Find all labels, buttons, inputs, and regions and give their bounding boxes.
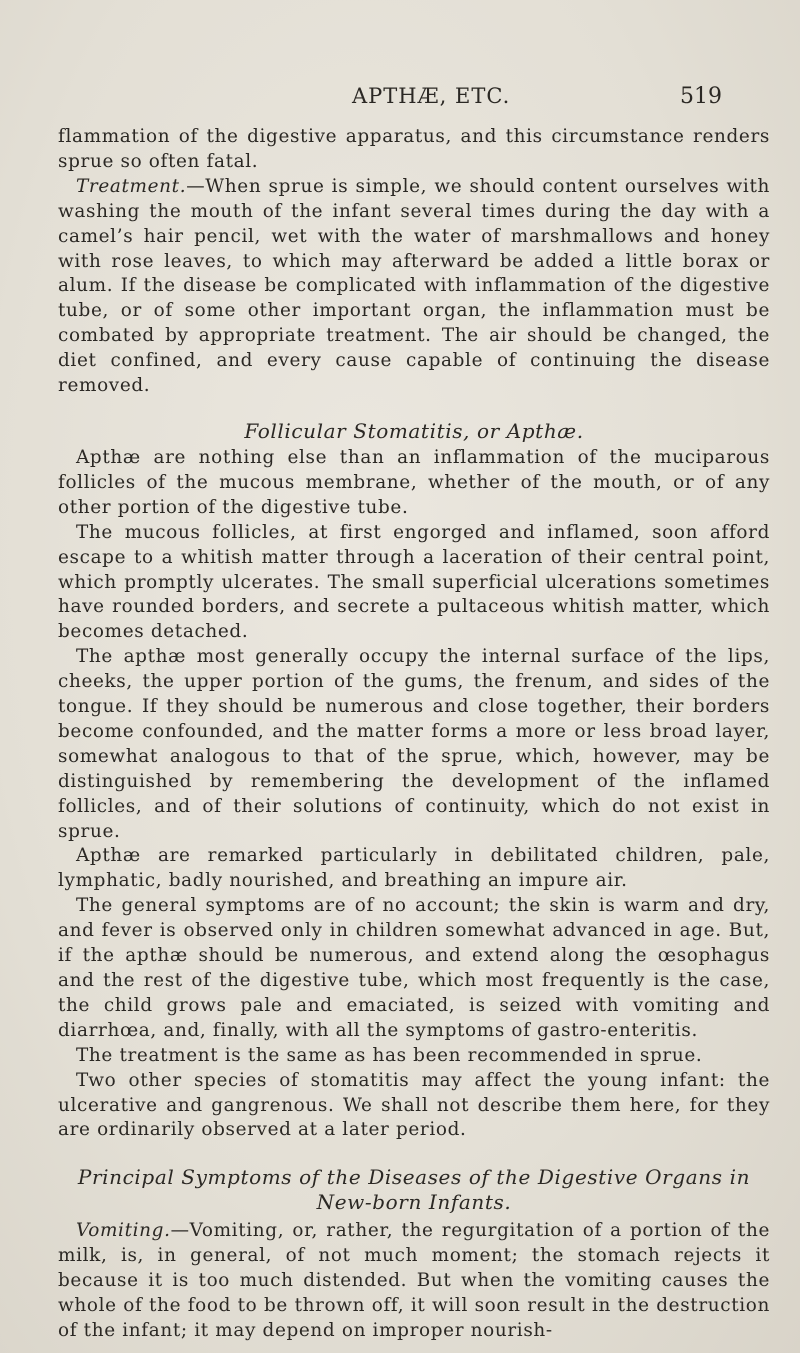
section-title-follicular-stomatitis: Follicular Stomatitis, or Apthæ. [244, 418, 584, 443]
paragraph-treatment-same: The treatment is the same as has been recommended in sprue. [76, 1044, 703, 1066]
page-header [0, 84, 800, 114]
paragraph-treatment [58, 175, 770, 399]
paragraph-debilitated-children: Apthæ are remarked particularly in debilitated children, pale, lymphatic, badly nourished, and breathing an impure air. [58, 845, 770, 892]
paragraph-other-species: Two other species of stomatitis may affect the young infant: the ulcerative and gangrenous. We shall not describe them here, for they are ordinarily observed at a later period. [58, 1069, 770, 1141]
section-title-principal-symptoms [58, 1165, 770, 1215]
paragraph-continuation: flammation of the digestive apparatus, and this circumstance renders sprue so often fatal. [58, 126, 770, 172]
page-number: 519 [680, 84, 722, 109]
paragraph-general-symptoms: The general symptoms are of no account; the skin is warm and dry, and fever is observed only in children somewhat advanced in age. But, if the apthæ should be numerous, and extend along the œsophagus and the rest of the digestive tube, which most frequently is the case, the child grows pale and emaciated, is seized with vomiting and diarrhœa, and, finally, with all the symptoms of gastro-enteritis. [58, 895, 770, 1041]
body-text [58, 125, 770, 1344]
paragraph-vomiting [58, 1219, 770, 1344]
paragraph-apthae-definition: Apthæ are nothing else than an inflammation of the muciparous follicles of the mucous membrane, whether of the mouth, or of any other portion of the digestive tube. [58, 446, 770, 518]
paragraph-body-treatment: —When sprue is simple, we should content ourselves with washing the mouth of the infant several times during the day with a camel’s hair pencil, wet with the water of marshmallows and honey with rose leaves, to which may afterward be added a little borax or alum. If the disease be complicated with inflammation of the digestive tube, or of some other important organ, the inflammation must be combated by appropriate treatment. The air should be changed, the diet confined, and every cause capable of continuing the disease removed. [58, 175, 770, 397]
running-head: APTHÆ, ETC. [352, 84, 511, 108]
paragraph-mucous-follicles: The mucous follicles, at first engorged and inflamed, soon afford escape to a whitish matter through a laceration of their central point, which promptly ulcerates. The small superficial ulcerations sometimes have rounded borders, and secrete a pultaceous whitish matter, which becomes detached. [58, 521, 770, 643]
section-title-line-1: Principal Symptoms of the Diseases of the Digestive Organs in [77, 1165, 751, 1190]
section-title-line-2: New-born Infants. [316, 1190, 512, 1215]
paragraph-lead-treatment: Treatment. [76, 175, 187, 197]
paragraph-body-vomiting: —Vomiting, or, rather, the regurgitation of a portion of the milk, is, in general, of not much moment; the stomach rejects it because it is too much distended. But when the vomiting causes the whole of the food to be thrown off, it will soon result in the destruction of the infant; it may depend on improper nourish- [58, 1220, 770, 1341]
paragraph-apthae-location: The apthæ most generally occupy the internal surface of the lips, cheeks, the upper portion of the gums, the frenum, and sides of the tongue. If they should be numerous and close together, their borders become confounded, and the matter forms a more or less broad layer, somewhat analogous to that of the sprue, which, however, may be distinguished by remembering the development of the inflamed follicles, and of their solutions of continuity, which do not exist in sprue. [58, 646, 770, 842]
paragraph-lead-vomiting: Vomiting. [76, 1220, 171, 1242]
